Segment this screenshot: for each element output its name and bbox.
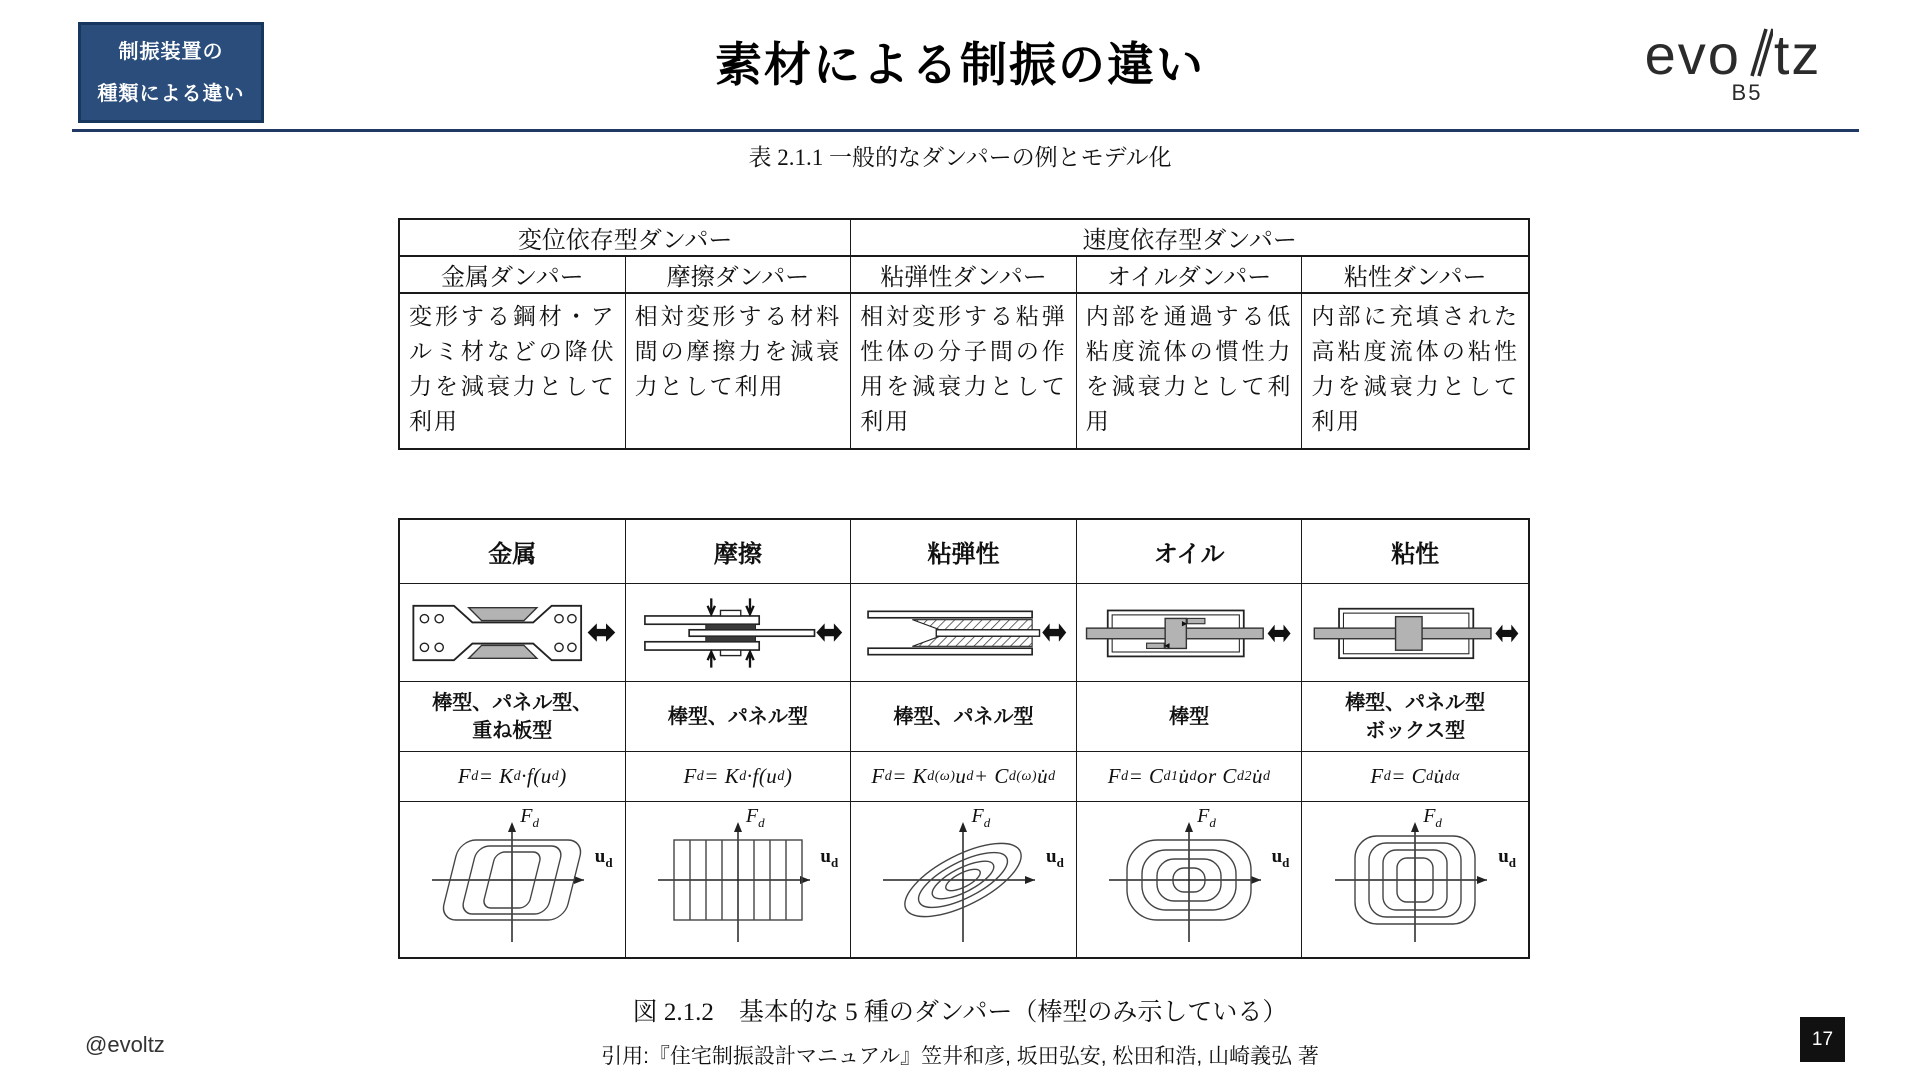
- damper-comparison-table: [398, 218, 1530, 450]
- evoltz-logo: [1628, 23, 1838, 106]
- figure-header-viscoelastic: 粘弾性: [851, 520, 1077, 584]
- formula-viscoelastic: F d = K d(ω) u d + C d(ω) u̇ d: [851, 752, 1077, 802]
- topic-box-line2: 種類による違い: [97, 82, 245, 105]
- column-header-oil: オイルダンパー: [1077, 257, 1303, 294]
- axis-label-ud: $u_d$: [1271, 846, 1290, 870]
- column-header-viscous: 粘性ダンパー: [1302, 257, 1528, 294]
- axis-label-ud: $u_d$: [820, 846, 839, 870]
- double-arrow-icon: [588, 623, 616, 641]
- oil-hysteresis-plot: [1077, 802, 1303, 957]
- column-header-viscoelastic: 粘弾性ダンパー: [851, 257, 1077, 294]
- description-friction: 相対変形する材料間の摩擦力を減衰力として利用: [626, 294, 852, 448]
- oil-damper-diagram: [1077, 584, 1303, 682]
- double-arrow-icon: [1268, 624, 1291, 642]
- table-caption: 表 2.1.1 一般的なダンパーの例とモデル化: [748, 145, 1172, 170]
- formula-friction: F d = K d ·f(u d ): [626, 752, 852, 802]
- description-viscoelastic: 相対変形する粘弾性体の分子間の作用を減衰力として利用: [851, 294, 1077, 448]
- viscous-hysteresis-plot: [1302, 802, 1528, 957]
- viscoelastic-damper-diagram: [851, 584, 1077, 682]
- types-oil: 棒型: [1077, 682, 1303, 752]
- axis-label-fd: $F_d$: [1423, 805, 1442, 830]
- logo-model-label: B5: [1731, 80, 1763, 105]
- types-friction: 棒型、パネル型: [626, 682, 852, 752]
- axis-label-ud: $u_d$: [1045, 846, 1064, 870]
- axis-label-ud: $u_d$: [1498, 846, 1516, 870]
- figure-header-oil: オイル: [1077, 520, 1303, 584]
- axis-label-fd: $F_d$: [1197, 805, 1216, 830]
- page-number-badge: 17: [1800, 1017, 1845, 1062]
- figure-header-friction: 摩擦: [626, 520, 852, 584]
- description-oil: 内部を通過する低粘度流体の慣性力を減衰力として利用: [1077, 294, 1303, 448]
- description-metal: 変形する鋼材・アルミ材などの降伏力を減衰力として利用: [400, 294, 626, 448]
- figure-caption: 図 2.1.2 基本的な 5 種のダンパー（棒型のみ示している）: [632, 999, 1288, 1026]
- topic-box-line1: 制振装置の: [118, 40, 224, 63]
- logo-text-post: tz: [1773, 23, 1822, 87]
- logo-slash-icon: [1743, 26, 1773, 78]
- friction-damper-diagram: [626, 584, 852, 682]
- axis-label-fd: $F_d$: [520, 805, 540, 830]
- formula-oil: F d = C d1 u̇ d or C d2 u̇ d: [1077, 752, 1303, 802]
- metal-hysteresis-plot: [400, 802, 626, 957]
- damper-figure-table: [398, 518, 1530, 959]
- group-header-displacement: 変位依存型ダンパー: [400, 220, 851, 257]
- social-handle: @evoltz: [85, 1032, 165, 1057]
- citation-text: 引用:『住宅制振設計マニュアル』笠井和彦, 坂田弘安, 松田和浩, 山崎義弘 著: [601, 1045, 1319, 1068]
- friction-hysteresis-plot: [626, 802, 852, 957]
- evoltz-logo-wordmark: [1628, 23, 1838, 87]
- page-title: 素材による制振の違い: [715, 38, 1205, 91]
- types-viscoelastic: 棒型、パネル型: [851, 682, 1077, 752]
- double-arrow-icon: [1496, 624, 1519, 642]
- types-metal: 棒型、パネル型、 重ね板型: [400, 682, 626, 752]
- figure-header-metal: 金属: [400, 520, 626, 584]
- formula-metal: F d = K d ·f(u d ): [400, 752, 626, 802]
- viscous-damper-diagram: [1302, 584, 1528, 682]
- formula-viscous: F d = C d u̇ d α: [1302, 752, 1528, 802]
- column-header-friction: 摩擦ダンパー: [626, 257, 852, 294]
- viscoelastic-hysteresis-plot: [851, 802, 1077, 957]
- logo-text-pre: evo: [1644, 23, 1741, 87]
- figure-header-viscous: 粘性: [1302, 520, 1528, 584]
- double-arrow-icon: [816, 623, 842, 641]
- metal-damper-diagram: [400, 584, 626, 682]
- group-header-velocity: 速度依存型ダンパー: [851, 220, 1528, 257]
- header-divider: [72, 129, 1859, 132]
- axis-label-ud: $u_d$: [594, 846, 613, 870]
- axis-label-fd: $F_d$: [745, 805, 765, 830]
- description-viscous: 内部に充填された高粘度流体の粘性力を減衰力として利用: [1311, 304, 1519, 434]
- axis-label-fd: $F_d$: [971, 805, 991, 830]
- double-arrow-icon: [1043, 623, 1067, 641]
- types-viscous: 棒型、パネル型 ボックス型: [1302, 682, 1528, 752]
- column-header-metal: 金属ダンパー: [400, 257, 626, 294]
